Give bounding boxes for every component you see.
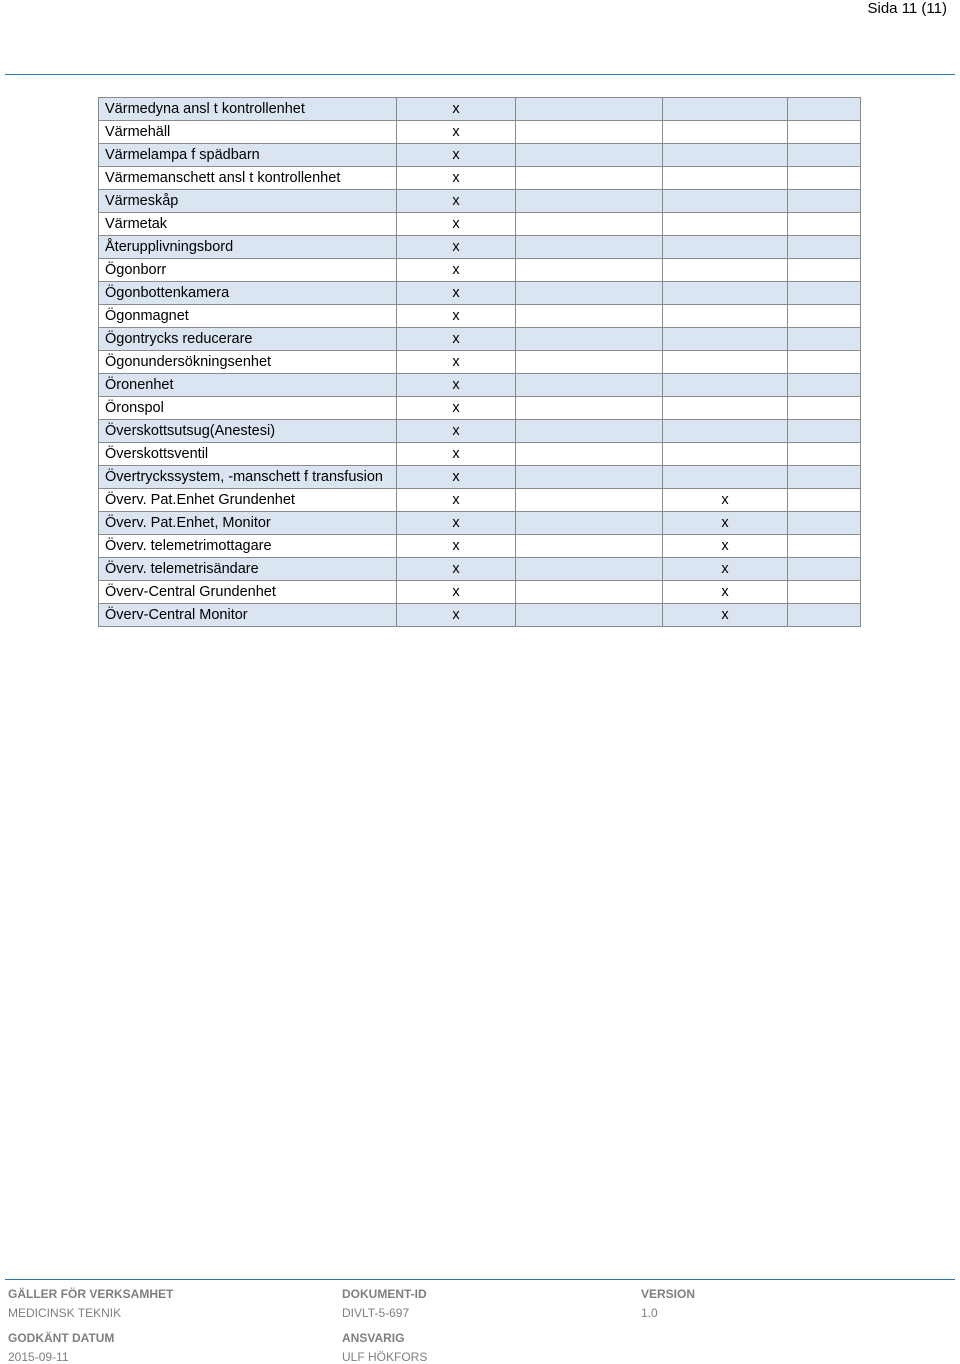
table-row bbox=[99, 420, 861, 443]
mark-cell-4 bbox=[788, 604, 861, 627]
mark-cell-4 bbox=[788, 420, 861, 443]
mark-cell-4 bbox=[788, 236, 861, 259]
mark-cell-2 bbox=[516, 98, 663, 121]
table-row bbox=[99, 581, 861, 604]
footer-divider bbox=[5, 1279, 955, 1280]
equipment-name-cell: Överv. Pat.Enhet, Monitor bbox=[99, 512, 397, 535]
table-row bbox=[99, 98, 861, 121]
footer-dokument-value: DIVLT-5-697 bbox=[342, 1306, 410, 1320]
footer-ansvarig-label: ANSVARIG bbox=[342, 1331, 405, 1345]
mark-cell-1: x bbox=[397, 121, 516, 144]
equipment-table bbox=[98, 97, 861, 627]
mark-cell-4 bbox=[788, 397, 861, 420]
mark-cell-3 bbox=[663, 213, 788, 236]
mark-cell-3 bbox=[663, 374, 788, 397]
table-row bbox=[99, 443, 861, 466]
mark-cell-3 bbox=[663, 259, 788, 282]
mark-cell-2 bbox=[516, 420, 663, 443]
mark-cell-3: x bbox=[663, 581, 788, 604]
equipment-name-cell: Värmehäll bbox=[99, 121, 397, 144]
mark-cell-1: x bbox=[397, 305, 516, 328]
mark-cell-2 bbox=[516, 328, 663, 351]
equipment-name-cell: Överskottsutsug(Anestesi) bbox=[99, 420, 397, 443]
mark-cell-3 bbox=[663, 282, 788, 305]
equipment-name-cell: Öronenhet bbox=[99, 374, 397, 397]
mark-cell-1: x bbox=[397, 558, 516, 581]
mark-cell-4 bbox=[788, 489, 861, 512]
table-row bbox=[99, 558, 861, 581]
mark-cell-3 bbox=[663, 351, 788, 374]
mark-cell-4 bbox=[788, 466, 861, 489]
footer-galler-value: MEDICINSK TEKNIK bbox=[8, 1306, 122, 1320]
table-row bbox=[99, 374, 861, 397]
mark-cell-1: x bbox=[397, 397, 516, 420]
footer-godkant-value: 2015-09-11 bbox=[8, 1350, 69, 1364]
table-row bbox=[99, 282, 861, 305]
footer-dokument-label: DOKUMENT-ID bbox=[342, 1287, 427, 1301]
mark-cell-1: x bbox=[397, 213, 516, 236]
mark-cell-2 bbox=[516, 466, 663, 489]
mark-cell-2 bbox=[516, 489, 663, 512]
mark-cell-4 bbox=[788, 512, 861, 535]
footer-godkant-label: GODKÄNT DATUM bbox=[8, 1331, 115, 1345]
equipment-name-cell: Ögontrycks reducerare bbox=[99, 328, 397, 351]
mark-cell-4 bbox=[788, 98, 861, 121]
mark-cell-2 bbox=[516, 144, 663, 167]
mark-cell-3 bbox=[663, 328, 788, 351]
table-row bbox=[99, 305, 861, 328]
mark-cell-1: x bbox=[397, 98, 516, 121]
table-body bbox=[99, 98, 861, 627]
mark-cell-1: x bbox=[397, 374, 516, 397]
mark-cell-4 bbox=[788, 144, 861, 167]
mark-cell-1: x bbox=[397, 282, 516, 305]
mark-cell-3 bbox=[663, 466, 788, 489]
table-row bbox=[99, 328, 861, 351]
mark-cell-4 bbox=[788, 213, 861, 236]
mark-cell-1: x bbox=[397, 489, 516, 512]
mark-cell-1: x bbox=[397, 236, 516, 259]
mark-cell-3 bbox=[663, 98, 788, 121]
mark-cell-2 bbox=[516, 190, 663, 213]
table-row bbox=[99, 259, 861, 282]
mark-cell-3 bbox=[663, 305, 788, 328]
equipment-name-cell: Värmemanschett ansl t kontrollenhet bbox=[99, 167, 397, 190]
mark-cell-2 bbox=[516, 282, 663, 305]
mark-cell-1: x bbox=[397, 328, 516, 351]
mark-cell-1: x bbox=[397, 512, 516, 535]
equipment-name-cell: Öronspol bbox=[99, 397, 397, 420]
mark-cell-4 bbox=[788, 581, 861, 604]
mark-cell-3: x bbox=[663, 535, 788, 558]
mark-cell-4 bbox=[788, 558, 861, 581]
table-row bbox=[99, 213, 861, 236]
mark-cell-2 bbox=[516, 443, 663, 466]
footer-version-value: 1.0 bbox=[641, 1306, 658, 1320]
mark-cell-3 bbox=[663, 397, 788, 420]
mark-cell-4 bbox=[788, 121, 861, 144]
table-row bbox=[99, 167, 861, 190]
equipment-name-cell: Ögonmagnet bbox=[99, 305, 397, 328]
mark-cell-3 bbox=[663, 167, 788, 190]
mark-cell-3 bbox=[663, 121, 788, 144]
table-row bbox=[99, 121, 861, 144]
mark-cell-1: x bbox=[397, 466, 516, 489]
page-number: Sida 11 (11) bbox=[867, 0, 947, 17]
mark-cell-1: x bbox=[397, 351, 516, 374]
equipment-name-cell: Överv. Pat.Enhet Grundenhet bbox=[99, 489, 397, 512]
mark-cell-1: x bbox=[397, 581, 516, 604]
mark-cell-3: x bbox=[663, 604, 788, 627]
mark-cell-1: x bbox=[397, 420, 516, 443]
mark-cell-2 bbox=[516, 213, 663, 236]
mark-cell-2 bbox=[516, 374, 663, 397]
mark-cell-4 bbox=[788, 167, 861, 190]
footer-ansvarig-value: ULF HÖKFORS bbox=[342, 1350, 428, 1364]
mark-cell-1: x bbox=[397, 167, 516, 190]
mark-cell-3 bbox=[663, 144, 788, 167]
footer-version-label: VERSION bbox=[641, 1287, 696, 1301]
mark-cell-2 bbox=[516, 604, 663, 627]
mark-cell-2 bbox=[516, 512, 663, 535]
mark-cell-2 bbox=[516, 351, 663, 374]
mark-cell-3: x bbox=[663, 489, 788, 512]
mark-cell-1: x bbox=[397, 604, 516, 627]
mark-cell-1: x bbox=[397, 443, 516, 466]
mark-cell-2 bbox=[516, 581, 663, 604]
mark-cell-2 bbox=[516, 259, 663, 282]
table-row bbox=[99, 351, 861, 374]
table-row bbox=[99, 466, 861, 489]
mark-cell-3: x bbox=[663, 558, 788, 581]
table-row bbox=[99, 236, 861, 259]
table-row bbox=[99, 604, 861, 627]
equipment-name-cell: Överv-Central Grundenhet bbox=[99, 581, 397, 604]
mark-cell-2 bbox=[516, 167, 663, 190]
mark-cell-4 bbox=[788, 374, 861, 397]
mark-cell-4 bbox=[788, 305, 861, 328]
mark-cell-1: x bbox=[397, 535, 516, 558]
mark-cell-2 bbox=[516, 305, 663, 328]
equipment-name-cell: Överv. telemetrisändare bbox=[99, 558, 397, 581]
mark-cell-3 bbox=[663, 420, 788, 443]
table-row bbox=[99, 397, 861, 420]
equipment-name-cell: Värmeskåp bbox=[99, 190, 397, 213]
mark-cell-3: x bbox=[663, 512, 788, 535]
equipment-name-cell: Ögonundersökningsenhet bbox=[99, 351, 397, 374]
mark-cell-4 bbox=[788, 190, 861, 213]
table-row bbox=[99, 535, 861, 558]
mark-cell-3 bbox=[663, 443, 788, 466]
table-row bbox=[99, 489, 861, 512]
mark-cell-2 bbox=[516, 236, 663, 259]
table-row bbox=[99, 512, 861, 535]
equipment-name-cell: Övertryckssystem, -manschett f transfusion bbox=[99, 466, 397, 489]
equipment-name-cell: Överv-Central Monitor bbox=[99, 604, 397, 627]
mark-cell-3 bbox=[663, 236, 788, 259]
mark-cell-2 bbox=[516, 397, 663, 420]
mark-cell-4 bbox=[788, 535, 861, 558]
mark-cell-4 bbox=[788, 328, 861, 351]
equipment-name-cell: Återupplivningsbord bbox=[99, 236, 397, 259]
mark-cell-4 bbox=[788, 259, 861, 282]
mark-cell-1: x bbox=[397, 144, 516, 167]
mark-cell-2 bbox=[516, 121, 663, 144]
equipment-name-cell: Ögonbottenkamera bbox=[99, 282, 397, 305]
mark-cell-1: x bbox=[397, 190, 516, 213]
mark-cell-4 bbox=[788, 282, 861, 305]
mark-cell-2 bbox=[516, 558, 663, 581]
mark-cell-4 bbox=[788, 443, 861, 466]
equipment-name-cell: Värmelampa f spädbarn bbox=[99, 144, 397, 167]
mark-cell-4 bbox=[788, 351, 861, 374]
mark-cell-2 bbox=[516, 535, 663, 558]
table-row bbox=[99, 190, 861, 213]
mark-cell-3 bbox=[663, 190, 788, 213]
equipment-name-cell: Överv. telemetrimottagare bbox=[99, 535, 397, 558]
mark-cell-1: x bbox=[397, 259, 516, 282]
table-row bbox=[99, 144, 861, 167]
equipment-name-cell: Värmedyna ansl t kontrollenhet bbox=[99, 98, 397, 121]
equipment-name-cell: Överskottsventil bbox=[99, 443, 397, 466]
header-divider bbox=[5, 74, 955, 75]
footer-galler-label: GÄLLER FÖR VERKSAMHET bbox=[8, 1287, 174, 1301]
equipment-name-cell: Värmetak bbox=[99, 213, 397, 236]
equipment-name-cell: Ögonborr bbox=[99, 259, 397, 282]
